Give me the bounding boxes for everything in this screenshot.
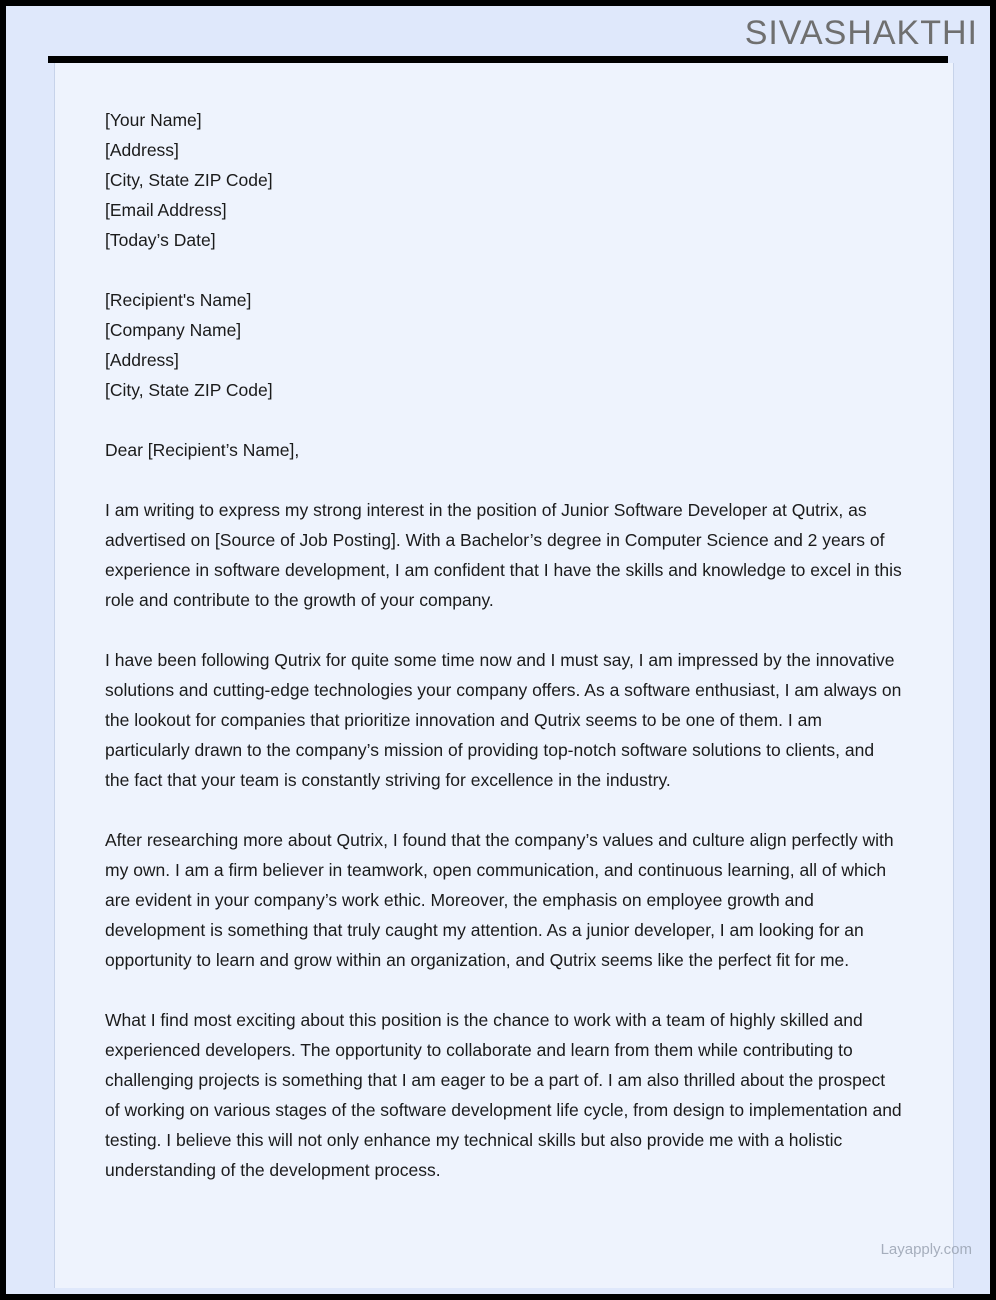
recipient-line: [Company Name] [105,320,242,340]
letter-paragraph: I am writing to express my strong interest in the position of Junior Software Developer at Qutrix, as advertised on [Source of Job Posting]. With a Bachelor’s degree in Computer Science and 2 years of experience in software development, I am confident that I have the skills and knowledge to excel in this role and contribute to the growth of your company. [105,500,902,610]
sender-line: [Today’s Date] [105,230,216,250]
letter-paragraph: After researching more about Qutrix, I found that the company’s values and culture align perfectly with my own. I am a firm believer in teamwork, open communication, and continuous learning, all of which are evident in your company’s work ethic. Moreover, the emphasis on employee growth and development is something that truly caught my attention. As a junior developer, I am looking for an opportunity to learn and grow within an organization, and Qutrix seems like the perfect fit for me. [105,830,894,970]
header-divider [48,56,948,63]
sender-line: [Address] [105,140,179,160]
letter-sheet [54,63,954,1288]
recipient-line: [City, State ZIP Code] [105,380,273,400]
letter-body [55,63,953,1185]
document-header [12,12,984,54]
recipient-line: [Recipient's Name] [105,290,252,310]
sender-address-block [105,105,903,255]
letter-paragraph: What I find most exciting about this position is the chance to work with a team of highly skilled and experienced developers. The opportunity to collaborate and learn from them while contributing to challenging projects is something that I am eager to be a part of. I am also thrilled about the prospect of working on various stages of the software development life cycle, from design to implementation and testing. I believe this will not only enhance my technical skills but also provide me with a holistic understanding of the development process. [105,1010,902,1180]
recipient-address-block [105,285,903,405]
brand-title: SIVASHAKTHI [744,14,978,52]
sender-line: [Email Address] [105,200,227,220]
watermark: Layapply.com [880,1241,972,1258]
letter-paragraph: I have been following Qutrix for quite some time now and I must say, I am impressed by the innovative solutions and cutting-edge technologies your company offers. As a software enthusiast, I am always on the lookout for companies that prioritize innovation and Qutrix seems to be one of them. I am particularly drawn to the company’s mission of providing top-notch software solutions to clients, and the fact that your team is constantly striving for excellence in the industry. [105,650,902,790]
sender-line: [City, State ZIP Code] [105,170,273,190]
salutation: Dear [Recipient’s Name], [105,440,300,460]
recipient-line: [Address] [105,350,179,370]
sender-line: [Your Name] [105,110,202,130]
